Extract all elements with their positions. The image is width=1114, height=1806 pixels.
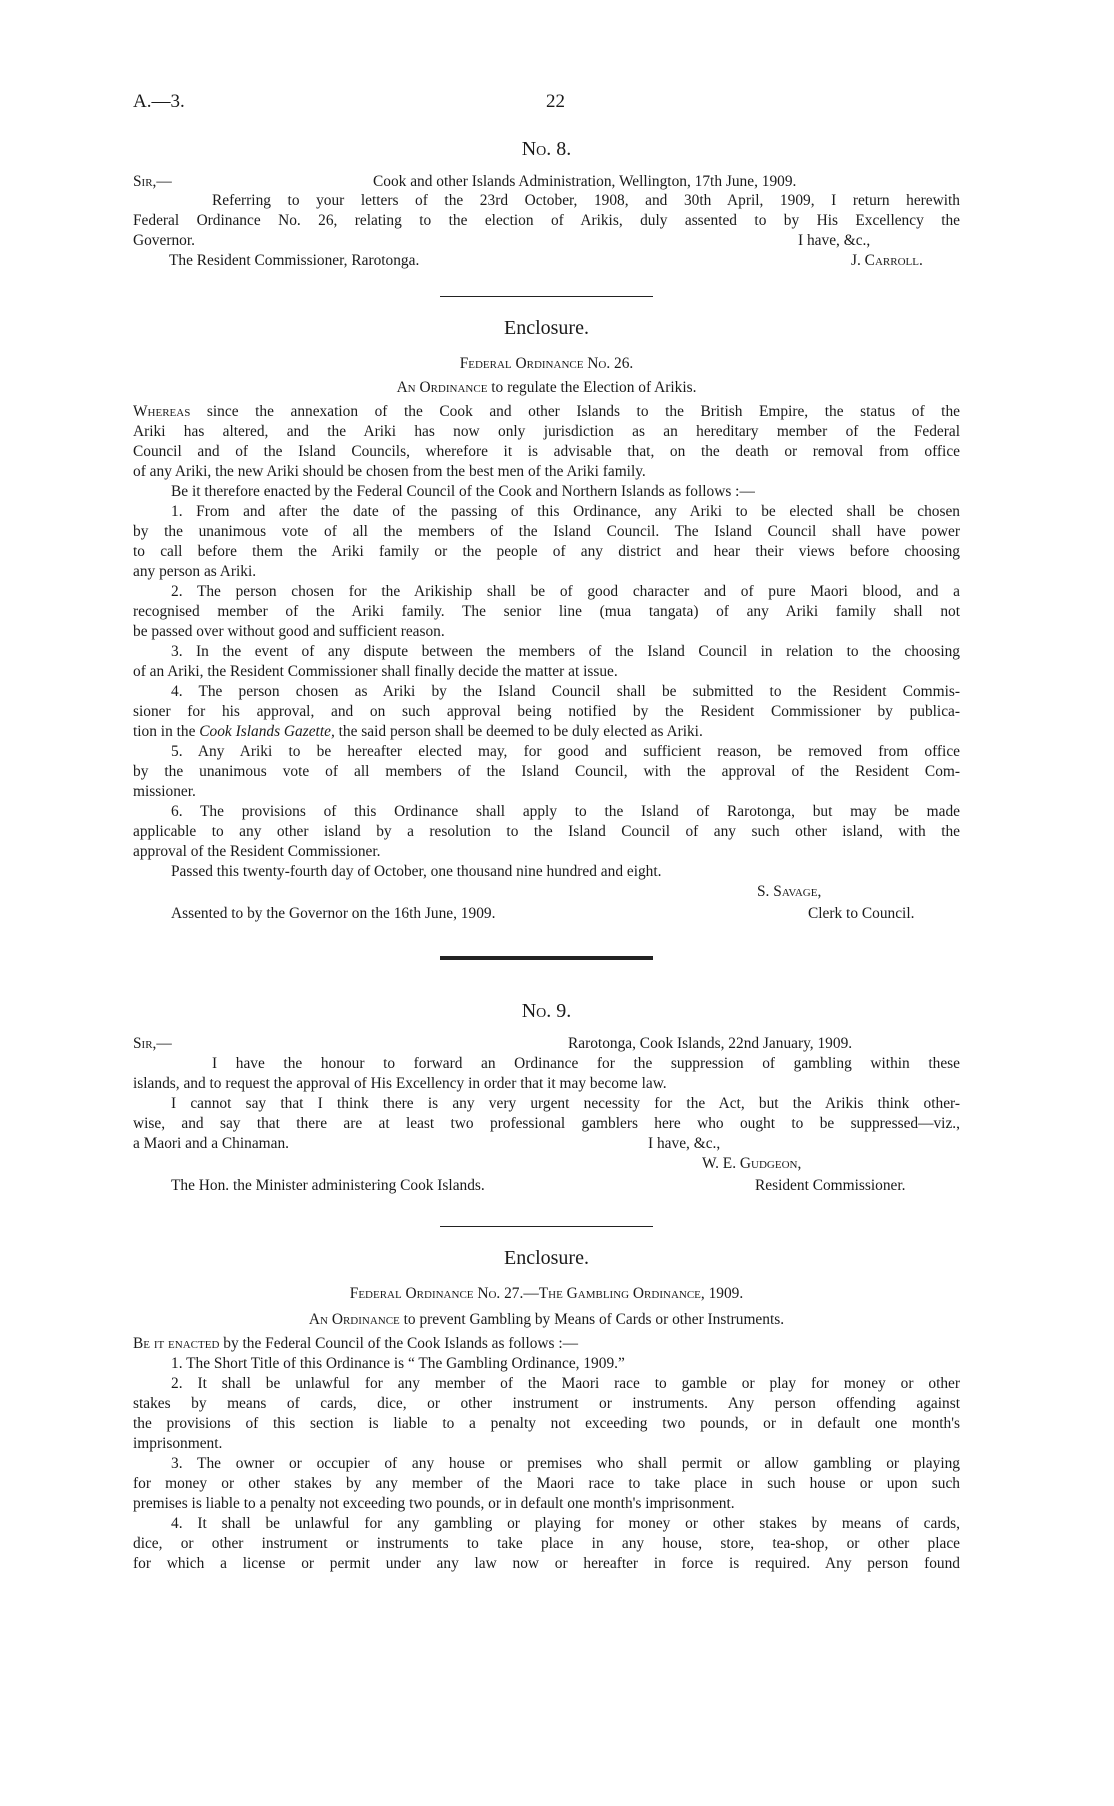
preamble-line: Ariki has altered, and the Ariki has now only jurisdiction as an hereditary member of the Federal	[133, 423, 960, 440]
preamble-line: of any Ariki, the new Ariki should be chosen from the best men of the Ariki family.	[133, 463, 646, 480]
enclosure-2-title: Federal Ordinance No. 27.—The Gambling Ordinance, 1909.	[349, 1285, 744, 1302]
letter-8-number: No. 8.	[521, 138, 572, 160]
enacting-clause	[133, 1335, 960, 1352]
section-3-line: of an Ariki, the Resident Commissioner shall finally decide the matter at issue.	[133, 663, 618, 680]
section-2-line: recognised member of the Ariki family. The senior line (mua tangata) of any Ariki family shall not	[133, 603, 960, 620]
section-2-line: imprisonment.	[133, 1435, 223, 1452]
section-3-line: premises is liable to a penalty not exceeding two pounds, or in default one month's imprisonment.	[133, 1495, 735, 1512]
section-2-line: be passed over without good and sufficient reason.	[133, 623, 445, 640]
section-5-line: by the unanimous vote of all members of the Island Council, with the approval of the Resident Com-	[133, 763, 960, 780]
section-1-line: 1. From and after the date of the passing of this Ordinance, any Ariki to be elected shall be chosen	[171, 503, 960, 520]
enclosure-1-title: Federal Ordinance No. 26.	[459, 355, 634, 372]
subtitle-rest: to prevent Gambling by Means of Cards or other Instruments.	[403, 1311, 785, 1328]
letter-9-salutation: Sir,—	[133, 1035, 172, 1052]
section-3-line: 3. In the event of any dispute between the members of the Island Council in relation to the choosing	[171, 643, 960, 660]
section-5-line: missioner.	[133, 783, 196, 800]
letter-8-closing: I have, &c.,	[798, 232, 871, 249]
letter-8-signature: J. Carroll.	[851, 252, 923, 269]
series-label: A.—3.	[133, 91, 185, 112]
section-2-line: the provisions of this section is liable to a penalty not exceeding two pounds, or in default one month's	[133, 1415, 960, 1432]
section-6-line: approval of the Resident Commissioner.	[133, 843, 381, 860]
preamble-whereas: Whereas	[133, 403, 191, 420]
thick-divider	[440, 956, 653, 960]
subtitle-rest: to regulate the Election of Arikis.	[491, 379, 697, 396]
subtitle-small-caps: An Ordinance	[396, 379, 488, 396]
letter-8-dateline: Cook and other Islands Administration, Wellington, 17th June, 1909.	[373, 173, 797, 190]
section-2-line: 2. The person chosen for the Arikiship shall be of good character and of pure Maori blood, and a	[171, 583, 960, 600]
section-4-line: for which a license or permit under any law now or hereafter in force is required. Any person found	[133, 1555, 960, 1572]
assented-line: Assented to by the Governor on the 16th June, 1909.	[171, 905, 496, 922]
section-divider	[440, 1226, 653, 1227]
letter-8-body-line: Referring to your letters of the 23rd October, 1908, and 30th April, 1909, I return herewith	[212, 192, 960, 209]
signatory-name: S. Savage,	[757, 883, 822, 900]
letter-9-p2-line: I cannot say that I think there is any very urgent necessity for the Act, but the Arikis think other-	[171, 1095, 960, 1112]
enclosure-1-subtitle	[133, 379, 960, 396]
s4-post: the said person shall be deemed to be duly elected as Ariki.	[338, 723, 703, 740]
letter-9-signature: W. E. Gudgeon,	[702, 1155, 802, 1172]
letter-9-closing: I have, &c.,	[648, 1135, 721, 1152]
letter-8-addressee: The Resident Commissioner, Rarotonga.	[169, 252, 420, 269]
letter-9-p1-line: islands, and to request the approval of His Excellency in order that it may become law.	[133, 1075, 667, 1092]
letter-9-p2-line: wise, and say that there are at least two professional gamblers here who ought to be suppressed—viz.,	[133, 1115, 960, 1132]
s4-pre: tion in the	[133, 723, 196, 740]
enclosure-2-subtitle	[133, 1311, 960, 1328]
enacting-clause: Be it therefore enacted by the Federal Council of the Cook and Northern Islands as follows :—	[171, 483, 755, 500]
letter-9-number: No. 9.	[521, 1000, 572, 1022]
section-4-line	[133, 723, 960, 740]
passed-line: Passed this twenty-fourth day of October, one thousand nine hundred and eight.	[171, 863, 662, 880]
section-4-line: 4. The person chosen as Ariki by the Island Council shall be submitted to the Resident Commis-	[171, 683, 960, 700]
enclosure-2-heading: Enclosure.	[504, 1247, 589, 1269]
letter-9-p2-last: a Maori and a Chinaman.	[133, 1135, 289, 1152]
subtitle-small-caps: An Ordinance	[308, 1311, 400, 1328]
section-3-line: 3. The owner or occupier of any house or premises who shall permit or allow gambling or playing	[171, 1455, 960, 1472]
letter-8-body-line: Federal Ordinance No. 26, relating to the election of Arikis, duly assented to by His Excellency the	[133, 212, 960, 229]
section-1-line: any person as Ariki.	[133, 563, 257, 580]
gazette-title: Cook Islands Gazette,	[199, 723, 335, 740]
letter-9-signature-title: Resident Commissioner.	[755, 1177, 906, 1194]
section-3-line: for money or other stakes by any member of the Maori race to take place in such house or upon such	[133, 1475, 960, 1492]
letter-9-dateline: Rarotonga, Cook Islands, 22nd January, 1909.	[568, 1035, 853, 1052]
section-4-line: dice, or other instrument or instruments to take place in any house, store, tea-shop, or other place	[133, 1535, 960, 1552]
enclosure-1-heading: Enclosure.	[504, 317, 589, 339]
section-5-line: 5. Any Ariki to be hereafter elected may, for good and sufficient reason, be removed from office	[171, 743, 960, 760]
section-divider	[440, 296, 653, 297]
section-4-line: 4. It shall be unlawful for any gambling or playing for money or other stakes by means of cards,	[171, 1515, 960, 1532]
section-1-line: by the unanimous vote of all the members of the Island Council. The Island Council shall have power	[133, 523, 960, 540]
section-2-line: stakes by means of cards, dice, or other instrument or instruments. Any person offending against	[133, 1395, 960, 1412]
section-1-line: 1. The Short Title of this Ordinance is “ The Gambling Ordinance, 1909.”	[171, 1355, 625, 1372]
page-number: 22	[546, 91, 565, 112]
section-1-line: to call before them the Ariki family or the people of any district and hear their views before choosing	[133, 543, 960, 560]
letter-8-salutation: Sir,—	[133, 173, 172, 190]
preamble-line	[133, 403, 960, 420]
be-it-enacted: Be it enacted	[133, 1335, 220, 1352]
letter-9-p1-line: I have the honour to forward an Ordinance for the suppression of gambling within these	[212, 1055, 960, 1072]
enact-rest: by the Federal Council of the Cook Islands as follows :—	[223, 1335, 579, 1352]
section-6-line: applicable to any other island by a resolution to the Island Council of any such other island, with the	[133, 823, 960, 840]
letter-8-body-last: Governor.	[133, 232, 195, 249]
letter-9-addressee: The Hon. the Minister administering Cook Islands.	[171, 1177, 485, 1194]
preamble-line: Council and of the Island Councils, wherefore it is advisable that, on the death or removal from office	[133, 443, 960, 460]
preamble-text: since the annexation of the Cook and other Islands to the British Empire, the status of the	[206, 403, 960, 420]
section-2-line: 2. It shall be unlawful for any member of the Maori race to gamble or play for money or other	[171, 1375, 960, 1392]
section-4-line: sioner for his approval, and on such approval being notified by the Resident Commissioner by publica-	[133, 703, 960, 720]
signatory-title: Clerk to Council.	[808, 905, 915, 922]
section-6-line: 6. The provisions of this Ordinance shall apply to the Island of Rarotonga, but may be made	[171, 803, 960, 820]
